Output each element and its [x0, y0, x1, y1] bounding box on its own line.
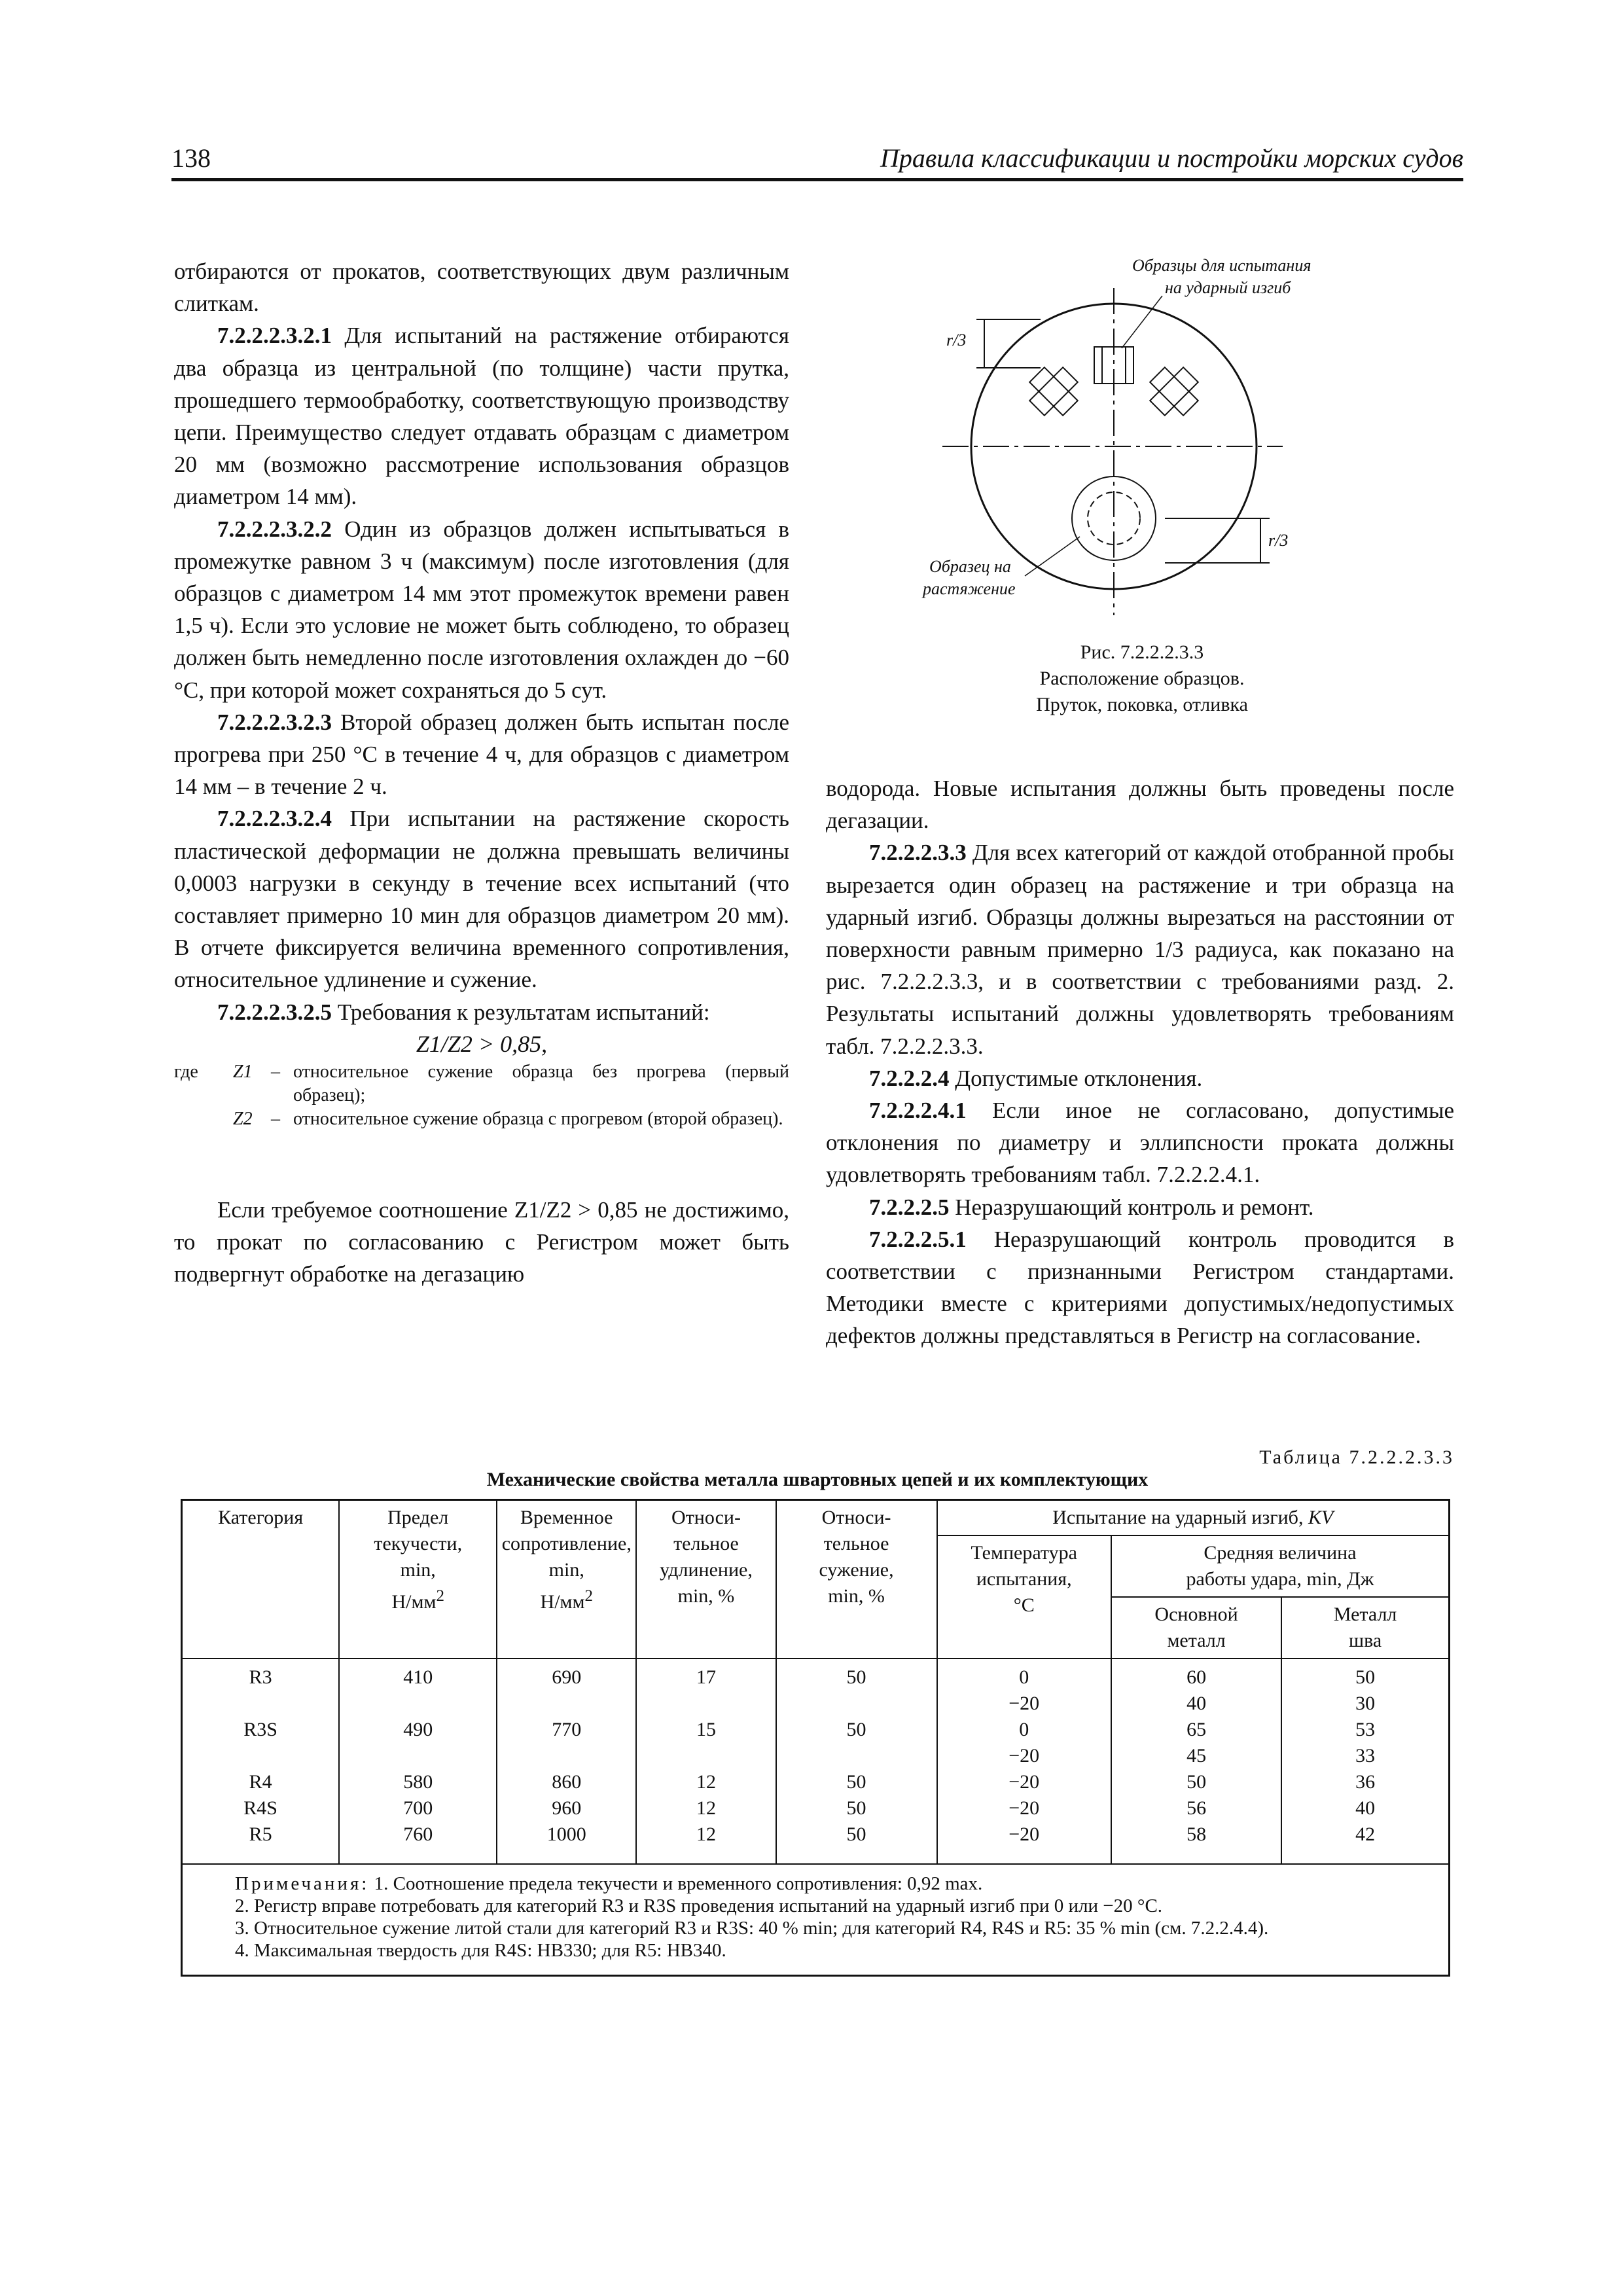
table-cell: 60 [1111, 1659, 1281, 1691]
formula-legend [174, 1060, 789, 1131]
paragraph-text: Требования к результатам испытаний: [332, 999, 710, 1025]
table-row [182, 1691, 1450, 1717]
clause-number: 7.2.2.2.5.1 [869, 1226, 967, 1252]
left-column [174, 255, 789, 1291]
table-cell: −20 [937, 1795, 1111, 1821]
table-cell: 0 [937, 1659, 1111, 1691]
impact-specimen-right [1141, 358, 1207, 425]
clause-number: 7.2.2.2.3.2.2 [217, 516, 332, 542]
paragraph-text: Допустимые отклонения. [949, 1065, 1203, 1091]
table-cell [636, 1691, 776, 1717]
r3-label: r/3 [1268, 531, 1289, 550]
figure-label-impact: на ударный изгиб [1165, 278, 1291, 297]
table-cell: 50 [1281, 1659, 1449, 1691]
table-cell: R4S [182, 1795, 340, 1821]
table-cell: 58 [1111, 1821, 1281, 1864]
table-row [182, 1795, 1450, 1821]
table-cell [182, 1743, 340, 1769]
note-line: 4. Максимальная твердость для R4S: HB330; для R5: HB340. [235, 1940, 726, 1961]
leader-line [1025, 537, 1080, 576]
page-number: 138 [171, 143, 211, 173]
clause-number: 7.2.2.2.5 [869, 1194, 950, 1220]
table-cell [339, 1743, 497, 1769]
clause-number: 7.2.2.2.3.2.5 [217, 999, 332, 1025]
paragraph [826, 1094, 1454, 1191]
table-title: Механические свойства металла швартовных цепей и их комплектующих [486, 1469, 1149, 1490]
table-cell: 33 [1281, 1743, 1449, 1769]
paragraph [826, 1062, 1454, 1094]
legend-dash: – [271, 1062, 280, 1083]
legend-row [174, 1107, 789, 1131]
table-cell: 1000 [497, 1821, 636, 1864]
paragraph [174, 319, 789, 512]
note-line [235, 1873, 1396, 1895]
formula: Z1/Z2 > 0,85, [416, 1030, 548, 1057]
paragraph [826, 1191, 1454, 1223]
header-temperature: Температура испытания, °С [937, 1535, 1111, 1659]
table-cell: 15 [636, 1717, 776, 1743]
table-cell: 17 [636, 1659, 776, 1691]
table-cell: 50 [776, 1717, 937, 1743]
table-number: Таблица 7.2.2.2.3.3 [1259, 1446, 1454, 1468]
clause-number: 7.2.2.2.4.1 [869, 1098, 967, 1124]
table-cell: −20 [937, 1769, 1111, 1795]
paragraph: Если требуемое соотношение Z1/Z2 > 0,85 не достижимо, то прокат по согласованию с Регистром может быть подвергнут обработке на дегазацию [174, 1197, 789, 1287]
paragraph [174, 996, 789, 1028]
table-cell [182, 1691, 340, 1717]
table-body [182, 1659, 1450, 1864]
figure-caption: Пруток, поковка, отливка [1036, 694, 1248, 715]
table-cell: R4 [182, 1769, 340, 1795]
clause-number: 7.2.2.2.3.2.4 [217, 806, 332, 832]
legend-dash: – [271, 1109, 280, 1130]
paragraph-text: Второй образец должен быть испытан после прогрева при 250 °С в течение 4 ч, для образцов с диаметром 14 мм – в течение 2 ч. [174, 709, 789, 800]
table-cell: 30 [1281, 1691, 1449, 1717]
paragraph-text: Для испытаний на растяжение отбираются два образца из центральной (по толщине) части прутка, прошедшего термообработку, соответствующую производству цепи. Преимущество следует отдавать образцам с диаметром 20 мм (возможно рассмотрение использования образцов диаметром 14 мм). [174, 323, 789, 510]
table-cell: 690 [497, 1659, 636, 1691]
table-cell: 50 [776, 1795, 937, 1821]
header-rule [171, 178, 1463, 181]
table-cell: 65 [1111, 1717, 1281, 1743]
legend-text: относительное сужение образца без прогрева (первый образец); [293, 1062, 789, 1106]
table-cell: 410 [339, 1659, 497, 1691]
figure-label-tensile: растяжение [923, 579, 1016, 598]
table-cell: 36 [1281, 1769, 1449, 1795]
paragraph-text: Для всех категорий от каждой отобранной пробы вырезается один образец на растяжение и три образца на ударный изгиб. Образцы должны вырезаться на расстоянии от поверхности равным примерно 1/3 радиуса, как показано на рис. 7.2.2.2.3.3, и в соответствии с требованиями разд. 2. Результаты испытаний должны удовлетворять требованиям табл. 7.2.2.2.3.3. [826, 840, 1454, 1059]
paragraph: отбираются от прокатов, соответствующих двум различным слиткам. [174, 259, 789, 317]
paragraph-text: Если иное не согласовано, допустимые отклонения по диаметру и эллипсности проката должны удовлетворять требованиям табл. 7.2.2.2.4.1. [826, 1098, 1454, 1188]
table-cell: 40 [1281, 1795, 1449, 1821]
table-cell: 50 [776, 1659, 937, 1691]
legend-symbol: Z1 [233, 1062, 253, 1083]
clause-number: 7.2.2.2.3.2.1 [217, 323, 332, 349]
paragraph [174, 802, 789, 996]
legend-row [174, 1060, 789, 1107]
running-title: Правила классификации и постройки морских судов [880, 143, 1463, 173]
figure-number: Рис. 7.2.2.2.3.3 [1080, 641, 1204, 663]
specimen-layout-diagram [825, 249, 1459, 641]
clause-number: 7.2.2.2.3.2.3 [217, 709, 332, 735]
note-line: 3. Относительное сужение литой стали для категорий R3 и R3S: 40 % min; для категорий R4, R4S и R5: 35 % min (см. 7.2.2.4.4). [235, 1918, 1269, 1939]
clause-number: 7.2.2.2.4 [869, 1065, 950, 1091]
table-cell: −20 [937, 1691, 1111, 1717]
paragraph [174, 513, 789, 706]
header-impact: Испытание на ударный изгиб, KV [937, 1500, 1450, 1536]
table-cell [776, 1743, 937, 1769]
note-line: 2. Регистр вправе потребовать для категорий R3 и R3S проведения испытаний на ударный изгиб при 0 или −20 °С. [235, 1895, 1163, 1916]
table-cell: 53 [1281, 1717, 1449, 1743]
table-cell [776, 1691, 937, 1717]
table-cell: 490 [339, 1717, 497, 1743]
paragraph: водорода. Новые испытания должны быть проведены после дегазации. [826, 776, 1454, 834]
table-cell [339, 1691, 497, 1717]
header-yield: Предел текучести, min, $Н/мм^2$ [339, 1500, 497, 1659]
table-notes [182, 1864, 1450, 1976]
table-cell: R3 [182, 1659, 340, 1691]
table-row [182, 1659, 1450, 1691]
running-header [171, 143, 1463, 182]
table-row [182, 1769, 1450, 1795]
table-cell: 960 [497, 1795, 636, 1821]
paragraph [826, 1223, 1454, 1352]
clause-number: 7.2.2.2.3.3 [869, 840, 967, 866]
legend-where-label: где [174, 1062, 198, 1083]
header-elongation: Относи- тельное удлинение, min, % [636, 1500, 776, 1659]
header-reduction: Относи- тельное сужение, min, % [776, 1500, 937, 1659]
header-tensile: Временное сопротивление, min, $Н/мм^2$ [497, 1500, 636, 1659]
table-cell [497, 1743, 636, 1769]
table-cell: 45 [1111, 1743, 1281, 1769]
table-cell: 12 [636, 1821, 776, 1864]
table-cell: 40 [1111, 1691, 1281, 1717]
table-row [182, 1743, 1450, 1769]
figure-label-tensile: Образец на [929, 557, 1011, 576]
mechanical-properties-table [181, 1499, 1450, 1977]
table-cell: 50 [776, 1769, 937, 1795]
table-cell: 56 [1111, 1795, 1281, 1821]
table-cell: 12 [636, 1769, 776, 1795]
figure-label-impact: Образцы для испытания [1132, 256, 1311, 275]
header-category: Категория [182, 1500, 340, 1659]
table-cell: R3S [182, 1717, 340, 1743]
table-cell: 12 [636, 1795, 776, 1821]
figure [825, 249, 1459, 733]
table-cell: −20 [937, 1743, 1111, 1769]
table-cell: −20 [937, 1821, 1111, 1864]
table-row [182, 1821, 1450, 1864]
table-cell: 700 [339, 1795, 497, 1821]
table-cell [636, 1743, 776, 1769]
right-column [826, 772, 1454, 1352]
paragraph-text: Один из образцов должен испытываться в промежутке равном 3 ч (максимум) после изготовления (для образцов с диаметром 14 мм этот промежуток времени равен 1,5 ч). Если это условие не может быть соблюдено, то образец должен быть немедленно после изготовления охлажден до −60 °С, при которой может сохраняться до 5 сут. [174, 516, 789, 703]
paragraph-text: Неразрушающий контроль проводится в соответствии с признанными Регистром стандартами. Методики вместе с критериями допустимых/недопустимых дефектов должны представляться в Регистр на согласование. [826, 1226, 1454, 1349]
header-weld-metal: Металл шва [1281, 1597, 1449, 1659]
table-cell [497, 1691, 636, 1717]
paragraph [826, 836, 1454, 1062]
table-row [182, 1717, 1450, 1743]
table-cell: 42 [1281, 1821, 1449, 1864]
table-cell: 0 [937, 1717, 1111, 1743]
paragraph-text: При испытании на растяжение скорость пластической деформации не должна превышать величины 0,0003 нагрузки в секунду в течение всех испытаний (что составляет примерно 10 мин для образцов диаметром 20 мм). В отчете фиксируется величина временного сопротивления, относительное удлинение и сужение. [174, 806, 789, 993]
header-base-metal: Основной металл [1111, 1597, 1281, 1659]
table-cell: 760 [339, 1821, 497, 1864]
table-cell: R5 [182, 1821, 340, 1864]
r3-label: r/3 [946, 331, 967, 350]
figure-caption: Расположение образцов. [1039, 668, 1245, 689]
paragraph-text: Неразрушающий контроль и ремонт. [949, 1194, 1314, 1220]
table-cell: 50 [1111, 1769, 1281, 1795]
paragraph [174, 706, 789, 803]
note-text: 1. Соотношение предела текучести и временного сопротивления: 0,92 max. [374, 1873, 983, 1894]
legend-symbol: Z2 [233, 1109, 253, 1130]
table-cell: 770 [497, 1717, 636, 1743]
table-cell: 860 [497, 1769, 636, 1795]
table-cell: 50 [776, 1821, 937, 1864]
header-average-work: Средняя величина работы удара, min, Дж [1111, 1535, 1450, 1597]
notes-label: Примечания: [235, 1873, 370, 1894]
table-cell: 580 [339, 1769, 497, 1795]
legend-text: относительное сужение образца с прогревом (второй образец). [293, 1109, 783, 1130]
